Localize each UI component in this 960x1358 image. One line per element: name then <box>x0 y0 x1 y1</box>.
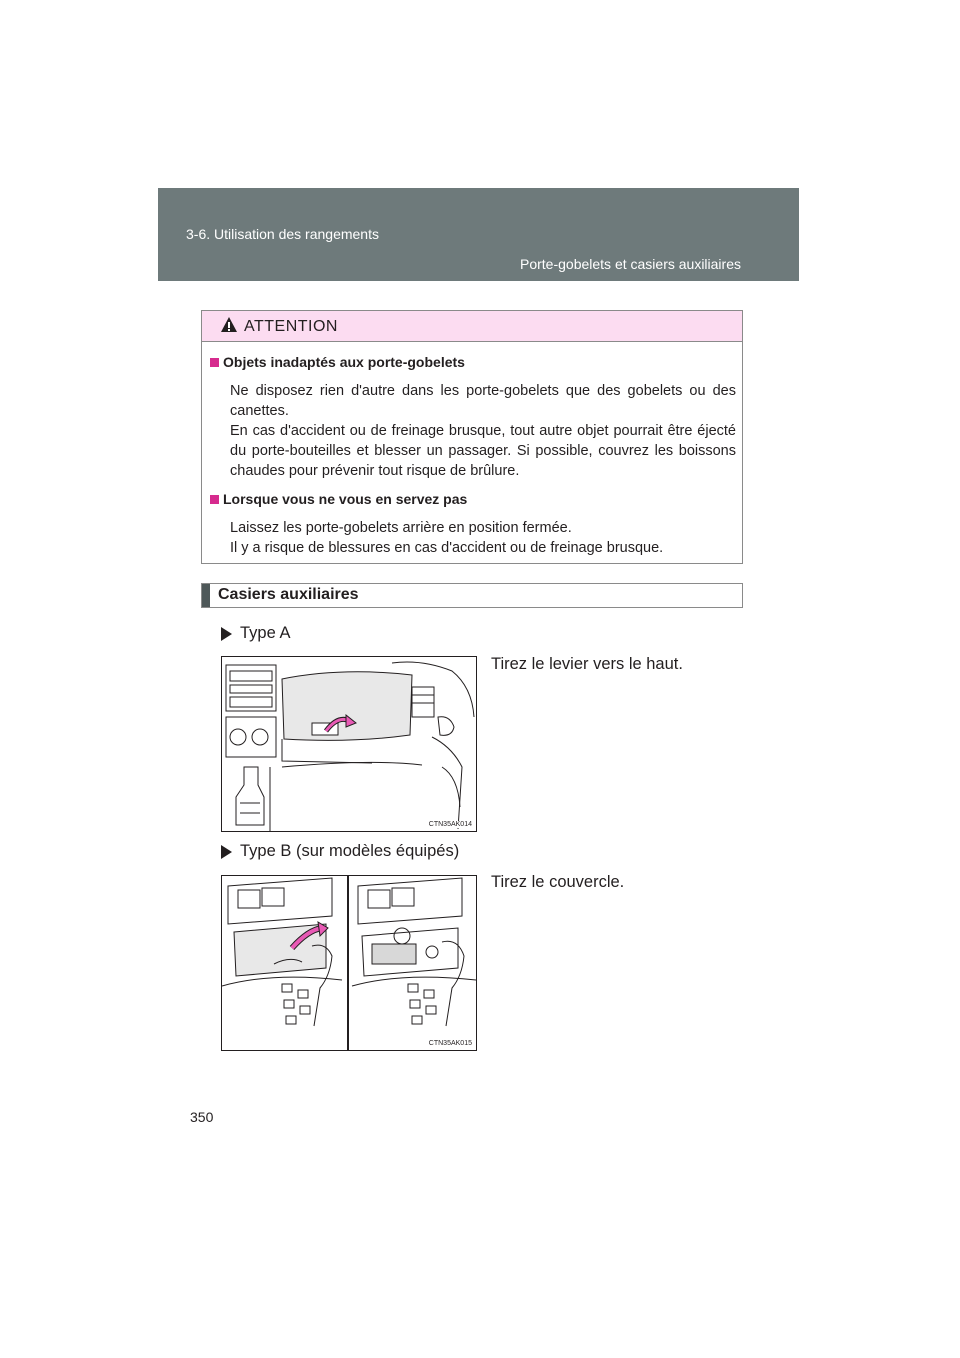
type-a-caption: Tirez le levier vers le haut. <box>491 655 683 673</box>
attention-body <box>210 354 736 558</box>
attention-box <box>201 310 743 564</box>
attention-item <box>210 491 736 558</box>
subsection-title: Porte-gobelets et casiers auxiliaires <box>520 256 741 272</box>
warning-icon <box>220 316 238 333</box>
figure-code: CTN35AK014 <box>428 821 472 828</box>
triangle-bullet-icon <box>221 845 232 859</box>
type-b-label: Type B (sur modèles équipés) <box>221 842 459 861</box>
attention-item <box>210 354 736 481</box>
type-b-caption: Tirez le couvercle. <box>491 873 625 891</box>
section-accent <box>202 584 210 607</box>
figure-code: CTN35AK015 <box>428 1040 472 1047</box>
triangle-bullet-icon <box>221 627 232 641</box>
attention-item-text: Ne disposez rien d'autre dans les porte-gobelets que des gobelets ou des canettes. En cas d'accident ou de freinage brusque, tout autre objet pourrait être éjecté du porte-bouteilles et blesser un passager. Si possible, couvrez les boissons chaudes pour prévenir tout risque de brûlure. <box>230 383 736 479</box>
attention-item-heading: Lorsque vous ne vous en servez pas <box>210 491 736 507</box>
type-a-label: Type A <box>221 624 290 643</box>
attention-header <box>202 311 742 342</box>
section-heading <box>201 583 743 608</box>
type-a-illustration <box>221 656 477 832</box>
square-bullet-icon <box>210 495 219 504</box>
attention-item-heading: Objets inadaptés aux porte-gobelets <box>210 354 736 370</box>
attention-title: ATTENTION <box>244 318 338 335</box>
attention-item-text: Laissez les porte-gobelets arrière en position fermée. Il y a risque de blessures en cas d'accident ou de freinage brusque. <box>230 520 664 556</box>
type-b-illustration <box>221 875 477 1051</box>
square-bullet-icon <box>210 358 219 367</box>
section-title: 3-6. Utilisation des rangements <box>186 226 379 242</box>
page-header <box>158 188 799 281</box>
section-heading-label: Casiers auxiliaires <box>218 586 359 603</box>
page-number: 350 <box>190 1109 214 1125</box>
